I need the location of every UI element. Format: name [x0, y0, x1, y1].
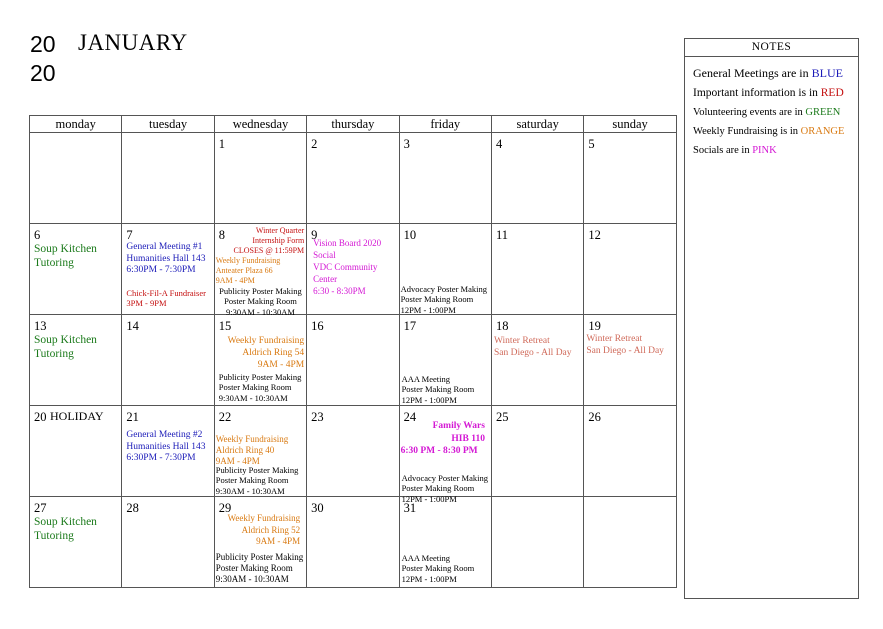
- event-chick-fil-a-fundraiser: Chick-Fil-A Fundraiser 3PM - 9PM: [126, 288, 206, 309]
- day-cell: [30, 406, 122, 497]
- event-weekly-fundraising: Weekly Fundraising Anteater Plaza 66 9AM - 4PM: [215, 256, 281, 285]
- calendar-grid: [29, 115, 677, 588]
- day-cell: [491, 315, 583, 406]
- event-soup-kitchen: Soup Kitchen Tutoring: [34, 243, 97, 269]
- day-number: 3: [403, 137, 410, 151]
- event-family-wars: Family Wars HIB 110: [432, 421, 485, 444]
- event-publicity-poster-making: Publicity Poster Making Poster Making Room 9:30AM - 10:30AM: [219, 286, 302, 317]
- week-row: [30, 224, 677, 315]
- day-number: 24: [403, 410, 417, 424]
- weekday-monday: monday: [30, 116, 122, 133]
- note-keyword: BLUE: [811, 66, 843, 80]
- day-number: 19: [588, 319, 601, 333]
- event-winter-retreat: Winter Retreat San Diego - All Day: [493, 336, 572, 358]
- weekday-thursday: thursday: [307, 116, 399, 133]
- event-aaa-meeting: AAA Meeting Poster Making Room 12PM - 1:00PM: [401, 374, 475, 405]
- weekday-saturday: saturday: [491, 116, 583, 133]
- day-cell: [584, 315, 676, 406]
- day-number: 14: [126, 319, 139, 333]
- day-cell: [214, 497, 306, 588]
- day-number: 26: [588, 410, 601, 424]
- day-number: 15: [218, 319, 232, 333]
- day-number: 21: [126, 410, 139, 424]
- notes-title: NOTES: [685, 39, 858, 57]
- day-cell: [30, 224, 122, 315]
- day-cell: [122, 315, 214, 406]
- day-cell: [307, 224, 399, 315]
- note-important-info: Important information is in RED: [693, 87, 844, 99]
- event-advocacy-poster-making: Advocacy Poster Making Poster Making Room 12PM - 1:00PM: [401, 473, 488, 504]
- day-cell: [307, 133, 399, 224]
- event-weekly-fundraising: Weekly Fundraising Aldrich Ring 54 9AM - 4PM: [227, 336, 305, 370]
- weekday-sunday: sunday: [584, 116, 676, 133]
- day-cell-empty: [584, 497, 676, 588]
- event-aaa-meeting: AAA Meeting Poster Making Room 12PM - 1:00PM: [401, 553, 475, 584]
- day-cell: [584, 406, 676, 497]
- day-number: 31: [403, 501, 417, 515]
- day-cell: [122, 406, 214, 497]
- day-cell-empty: [122, 133, 214, 224]
- weekday-tuesday: tuesday: [122, 116, 214, 133]
- event-publicity-poster-making: Publicity Poster Making Poster Making Room 9:30AM - 10:30AM: [215, 465, 299, 496]
- day-cell: [122, 224, 214, 315]
- day-cell: [214, 133, 306, 224]
- day-cell-empty: [30, 133, 122, 224]
- day-number: 9: [311, 228, 318, 242]
- day-number: 6: [34, 228, 41, 242]
- week-row: [30, 497, 677, 588]
- day-cell: [214, 224, 306, 315]
- event-soup-kitchen: Soup Kitchen Tutoring: [34, 334, 97, 360]
- event-general-meeting-1: General Meeting #1 Humanities Hall 143 6:30PM - 7:30PM: [126, 242, 206, 275]
- event-publicity-poster-making: Publicity Poster Making Poster Making Room 9:30AM - 10:30AM: [215, 552, 304, 584]
- day-cell: [307, 497, 399, 588]
- day-number: 25: [495, 410, 509, 424]
- notes-panel: [684, 38, 859, 599]
- day-number: 29: [218, 501, 232, 515]
- day-cell: [491, 406, 583, 497]
- day-cell: [399, 406, 491, 504]
- day-number: 1: [218, 137, 226, 151]
- note-socials: Socials are in PINK: [693, 145, 777, 156]
- day-number: 18: [495, 319, 509, 333]
- day-number: 5: [588, 137, 595, 151]
- day-number: 17: [403, 319, 417, 333]
- day-cell: [399, 224, 491, 315]
- weekday-wednesday: wednesday: [214, 116, 306, 133]
- year-bottom: 20: [30, 60, 56, 86]
- event-vision-board-social: Vision Board 2020 Social VDC Community Center 6:30 - 8:30PM: [313, 238, 382, 296]
- event-family-wars-time: 6:30 PM - 8:30 PM: [400, 446, 478, 456]
- month-title: JANUARY: [78, 30, 188, 55]
- weekday-header-row: [30, 116, 677, 133]
- note-keyword: ORANGE: [800, 126, 845, 137]
- note-keyword: PINK: [752, 145, 777, 156]
- event-publicity-poster-making: Publicity Poster Making Poster Making Room 9:30AM - 10:30AM: [218, 372, 302, 403]
- day-cell: [30, 315, 122, 406]
- day-cell: [122, 497, 214, 588]
- event-winter-retreat: Winter Retreat San Diego - All Day: [586, 334, 664, 356]
- day-number: 8: [218, 228, 226, 242]
- day-number: 4: [495, 137, 503, 151]
- day-number: 12: [588, 228, 601, 242]
- event-holiday: HOLIDAY: [50, 409, 104, 423]
- day-cell: [307, 406, 399, 497]
- day-number: 10: [403, 228, 417, 242]
- day-number: 22: [218, 410, 232, 424]
- day-cell: [399, 497, 491, 588]
- day-cell: [214, 315, 306, 406]
- event-weekly-fundraising: Weekly Fundraising Aldrich Ring 40 9AM - 4PM: [215, 434, 289, 466]
- day-number: 7: [126, 228, 133, 242]
- year-top: 20: [30, 31, 56, 57]
- day-number: 13: [34, 319, 47, 333]
- year-label: [30, 30, 70, 88]
- day-number: 11: [495, 228, 508, 242]
- day-cell: [491, 224, 583, 315]
- day-number: 20: [34, 410, 47, 424]
- note-keyword: RED: [820, 87, 844, 99]
- day-number: 23: [311, 410, 324, 424]
- day-number: 2: [311, 137, 318, 151]
- week-row: [30, 133, 677, 224]
- note-keyword: GREEN: [805, 107, 841, 118]
- week-row: [30, 315, 677, 406]
- note-weekly-fundraising: Weekly Fundraising is in ORANGE: [693, 126, 845, 137]
- event-soup-kitchen: Soup Kitchen Tutoring: [34, 516, 97, 542]
- day-cell: [584, 224, 676, 315]
- event-weekly-fundraising: Weekly Fundraising Aldrich Ring 52 9AM - 4PM: [227, 513, 301, 547]
- event-general-meeting-2: General Meeting #2 Humanities Hall 143 6:30PM - 7:30PM: [126, 430, 206, 463]
- day-cell-empty: [491, 497, 583, 588]
- day-number: 27: [34, 501, 47, 515]
- day-number: 28: [126, 501, 139, 515]
- day-number: 30: [311, 501, 324, 515]
- event-advocacy-poster-making: Advocacy Poster Making Poster Making Room 12PM - 1:00PM: [400, 284, 487, 315]
- day-cell: [399, 133, 491, 224]
- note-volunteering: Volunteering events are in GREEN: [693, 107, 841, 118]
- day-number: 16: [311, 319, 324, 333]
- day-cell: [30, 497, 122, 588]
- event-winter-quarter-internship: Winter Quarter Internship Form CLOSES @ 11:59PM: [233, 226, 305, 255]
- day-cell: [491, 133, 583, 224]
- weekday-friday: friday: [399, 116, 491, 133]
- week-row: [30, 406, 677, 497]
- day-cell: [214, 406, 306, 497]
- day-cell: [584, 133, 676, 224]
- day-cell: [399, 315, 491, 406]
- day-cell: [307, 315, 399, 406]
- note-general-meetings: General Meetings are in BLUE: [693, 66, 843, 80]
